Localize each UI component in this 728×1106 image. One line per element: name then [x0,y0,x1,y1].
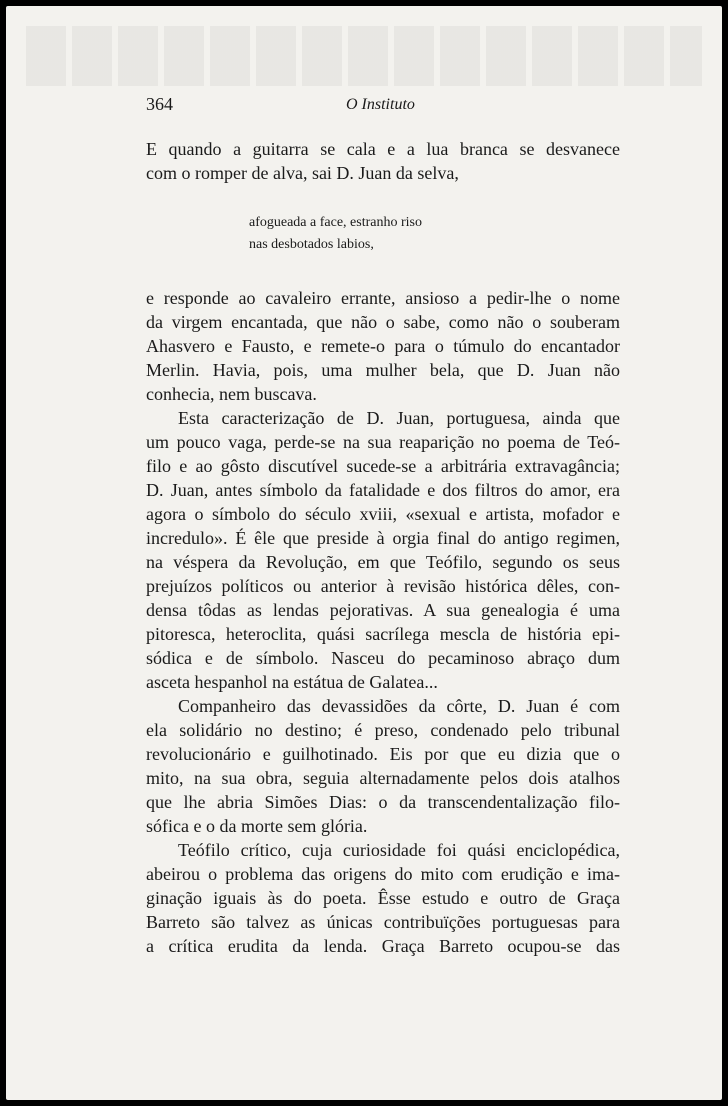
text-line: mito, na sua obra, seguia alternadamente pelos dois atalhos [146,768,620,788]
text-line: filo e ao gôsto discutível sucede-se a arbitrária extravagância; [146,456,620,476]
text-line: que lhe abria Simões Dias: o da transcendentalização filo- [146,792,620,812]
text-line: sódica e de símbolo. Nasceu do pecaminoso abraço dum [146,648,620,668]
running-title: O Instituto [346,96,415,113]
text-line: da virgem encantada, que não o sabe, como não o souberam [146,312,620,332]
text-line: com o romper de alva, sai D. Juan da selva, [146,163,459,183]
book-page [6,6,722,1100]
text-line: revolucionário e guilhotinado. Eis por que eu dizia que o [146,744,620,764]
text-line: Merlin. Havia, pois, uma mulher bela, que D. Juan não [146,360,620,380]
verse-line: nas desbotados labios, [249,237,374,252]
text-line: asceta hespanhol na estátua de Galatea... [146,672,438,692]
text-line: prejuízos políticos ou anterior à revisão histórica dêles, con- [146,576,620,596]
text-line: E quando a guitarra se cala e a lua branca se desvanece [146,139,620,159]
text-line: Ahasvero e Fausto, e remete-o para o túmulo do encantador [146,336,620,356]
text-line: agora o símbolo do século xviii, «sexual e artista, mofador e [146,504,620,524]
text-line: a crítica erudita da lenda. Graça Barreto ocupou-se das [146,936,620,956]
text-line: D. Juan, antes símbolo da fatalidade e dos filtros do amor, era [146,480,620,500]
page-frame [6,6,722,1100]
text-line: densa tôdas as lendas pejorativas. A sua genealogia é uma [146,600,620,620]
text-line: Teófilo crítico, cuja curiosidade foi quási enciclopédica, [178,840,620,860]
text-line: ginação iguais às do poeta. Êsse estudo e outro de Graça [146,888,620,908]
text-line: Barreto são talvez as únicas contribuïções portuguesas para [146,912,620,932]
page-number: 364 [146,94,173,114]
text-line: incredulo». É êle que preside à orgia final do antigo regimen, [146,528,620,548]
text-line: Companheiro das devassidões da côrte, D. Juan é com [178,696,620,716]
text-line: pitoresca, heteroclita, quási sacrílega mescla de história epi- [146,624,620,644]
text-line: abeirou o problema das origens do mito com erudição e ima- [146,864,620,884]
text-line: um pouco vaga, perde-se na sua reaparição no poema de Teó- [146,432,620,452]
text-line: e responde ao cavaleiro errante, ansioso a pedir-lhe o nome [146,288,620,308]
verse-line: afogueada a face, estranho riso [249,215,422,230]
text-line: na véspera da Revolução, em que Teófilo, segundo os seus [146,552,620,572]
text-line: Esta caracterização de D. Juan, portuguesa, ainda que [178,408,620,428]
text-line: ela solidário no destino; é preso, condenado pelo tribunal [146,720,620,740]
text-line: sófica e o da morte sem glória. [146,816,368,836]
text-line: conhecia, nem buscava. [146,384,317,404]
